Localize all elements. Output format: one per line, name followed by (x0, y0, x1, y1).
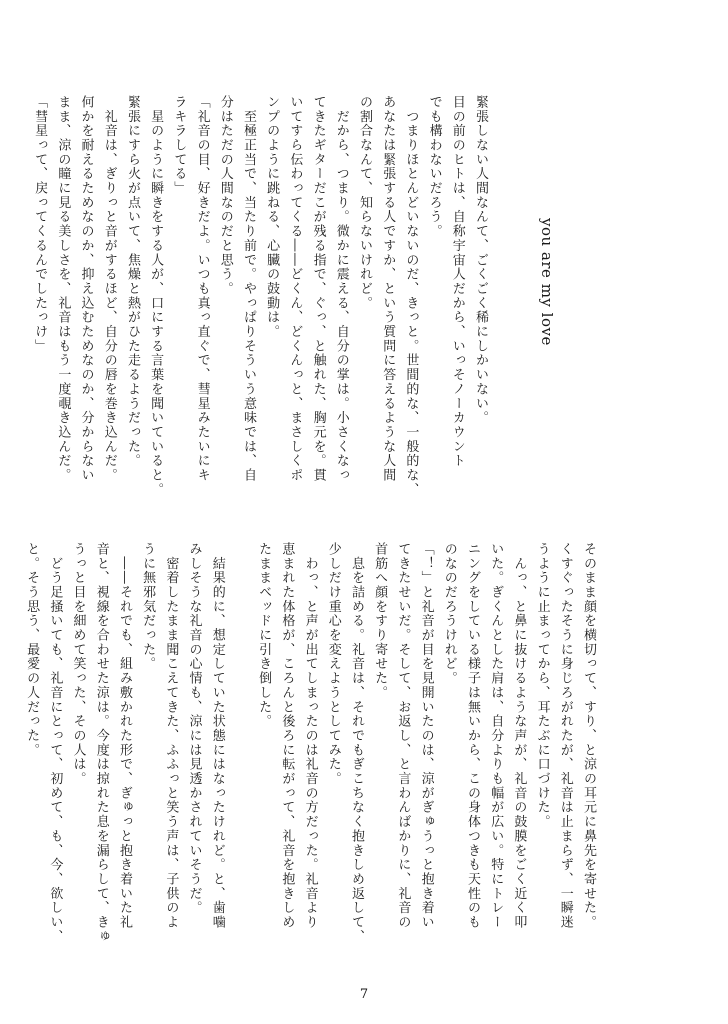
lower-text-block: そのまま顔を横切って、すり、と涼の耳元に鼻先を寄せた。 くすぐったそうに身じろがれたが、礼音は止まらず、一瞬迷 うように止まってから、耳たぶに口づけた。 んっ、と鼻に抜けるような声が、礼音の鼓膜をごく近く叩 いた。ぎくんとした肩は、自分よりも幅が広い。特にトレー ニングをしている様子は無いから、この身体つきも天性のも のなのだろうけれど。 「！」と礼音が目を見開いたのは、涼がぎゅうっと抱き着い てきたせいだ。そして、お返し、と言わんばかりに、礼音の 首筋へ顔をすり寄せた。 息を詰める。礼音は、それでもぎこちなく抱きしめ返して、 少しだけ重心を変えようとしてみた。 わっ、と声が出てしまったのは礼音の方だった。礼音より 恵まれた体格が、ころんと後ろに転がって、礼音を抱きしめ たままベッドに引き倒した。 結果的に、想定していた状態にはなったけれど。と、歯噛 みしそうな礼音の心情も、涼には見透かされていそうだ。 密着したまま聞こえてきた、ふふっと笑う声は、子供のよ うに無邪気だった。 ――それでも、組み敷かれた形で、ぎゅっと抱き着いた礼 音と、視線を合わせた涼は。今度は掠れた息を漏らして、きゅ うっと目を細めて笑った、その人は。 どう足掻いても、礼音にとって、初めて、も、今、欲しい、 と。そう思う、最愛の人だった。 (24, 542, 596, 944)
page-number: 7 (359, 987, 369, 1002)
upper-text-block: 緊張しない人間なんて、ごくごく稀にしかいない。 目の前のヒトは、自称宇宙人だから、いっそノーカウント でも構わないだろう。 つまりほとんどいないのだ、きっと。世間的な、一般的な、 あなたは緊張する人ですか、という質問に答えるような人間 の割合なんて、知らないけれど。 だから、つまり。微かに震える、自分の掌は。小さくなっ てきたギターだこが残る指で、ぐっ、と触れた、胸元を。貫 いてすら伝わってくる――どくん、どくんっと、まさしくポ ンプのように跳ねる、心臓の鼓動は。 至極正当で、当たり前で。やっぱりそういう意味では、自 分はただの人間なのだと思う。 「礼音の目、好きだよ。いつも真っ直ぐで、彗星みたいにキ ラキラしてる」 星のように瞬きをする人が、口にする言葉を聞いていると。 緊張にすら火が点いて、焦燥と熱がひた走るようだった。 礼音は、ぎりっと音がするほど、自分の唇を巻き込んだ。 何かを耐えるためなのか、抑え込むためなのか、分からない まま、涼の瞳に見る美しさを、礼音はもう一度覗き込んだ。 「彗星って、戻ってくるんでしたっけ」 (32, 95, 488, 497)
chapter-title: you are my love (538, 218, 556, 346)
